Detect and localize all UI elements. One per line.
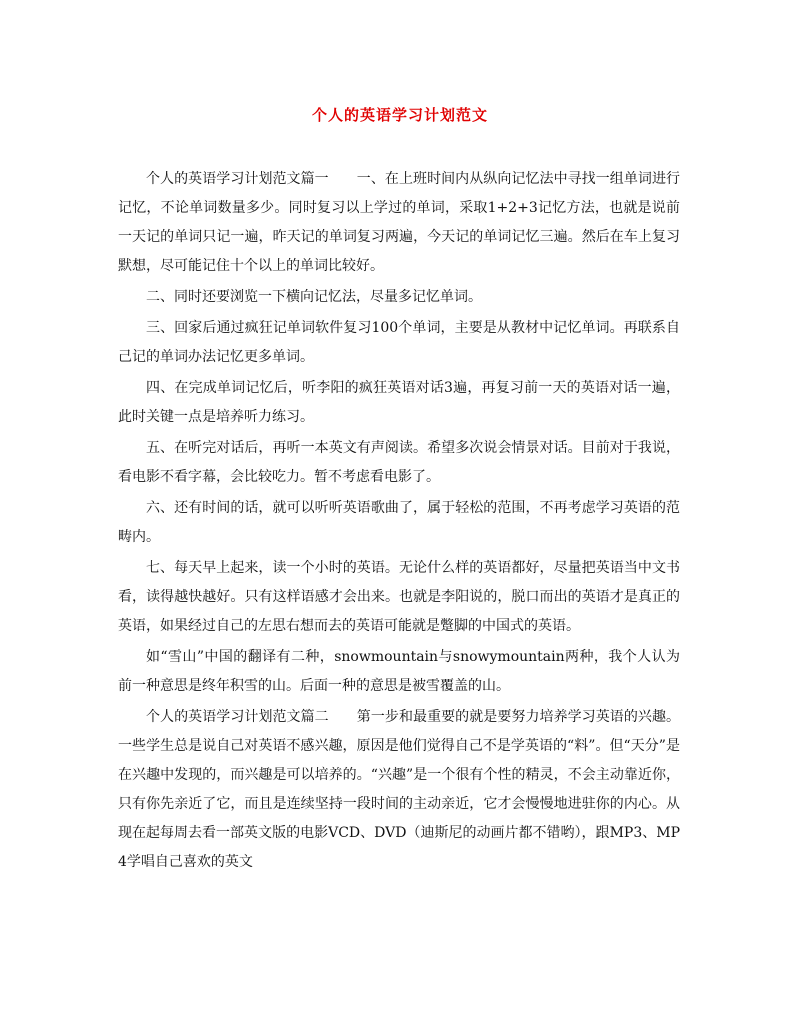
paragraph-1	[118, 165, 680, 281]
document-title: 个人的英语学习计划范文	[311, 106, 488, 124]
paragraph-7: 七、每天早上起来，读一个小时的英语。无论什么样的英语都好，尽量把英语当中文书看，读得越快越好。只有这样语感才会出来。也就是李阳说的，脱口而出的英语才是真正的英语，如果经过自己的左思右想而去的英语可能就是蹩脚的中国式的英语。	[118, 560, 680, 634]
paragraph-1-text: 一、在上班时间内从纵向记忆法中寻找一组单词进行记忆，不论单词数量多少。同时复习以上学过的单词，采取1+2+3记忆方法，也就是说前一天记的单词只记一遍，昨天记的单词复习两遍，今天记的单词记忆三遍。然后在车上复习默想，尽可能记住十个以上的单词比较好。	[118, 171, 681, 274]
paragraph-9	[118, 703, 680, 877]
paragraph-9-text: 第一步和最重要的就是要努力培养学习英语的兴趣。一些学生总是说自己对英语不感兴趣，原因是他们觉得自己不是学英语的“料”。但“天分”是在兴趣中发现的，而兴趣是可以培养的。“兴趣”是一个很有个性的精灵，不会主动靠近你，只有你先亲近了它，而且是连续坚持一段时间的主动亲近，它才会慢慢地进驻你的内心。从现在起每周去看一部英文版的电影VCD、DVD（迪斯尼的动画片都不错哟），跟MP3、MP4学唱自己喜欢的英文	[118, 709, 681, 870]
section-heading-1: 个人的英语学习计划范文篇一	[146, 171, 329, 187]
paragraph-5: 五、在听完对话后，再听一本英文有声阅读。希望多次说会情景对话。目前对于我说，看电影不看字幕，会比较吃力。暂不考虑看电影了。	[118, 440, 680, 485]
section-heading-2: 个人的英语学习计划范文篇二	[146, 709, 329, 725]
paragraph-8: 如“雪山”中国的翻译有二种，snowmountain与snowymountain两种，我个人认为前一种意思是终年积雪的山。后面一种的意思是被雪覆盖的山。	[118, 649, 680, 694]
paragraph-6: 六、还有时间的话，就可以听听英语歌曲了，属于轻松的范围，不再考虑学习英语的范畴内。	[118, 500, 680, 545]
paragraph-4: 四、在完成单词记忆后，听李阳的疯狂英语对话3遍，再复习前一天的英语对话一遍，此时关键一点是培养听力练习。	[118, 380, 680, 425]
document-body	[118, 165, 680, 879]
paragraph-3: 三、回家后通过疯狂记单词软件复习100个单词，主要是从教材中记忆单词。再联系自己记的单词办法记忆更多单词。	[118, 320, 680, 365]
paragraph-2: 二、同时还要浏览一下横向记忆法，尽量多记忆单词。	[146, 289, 482, 305]
